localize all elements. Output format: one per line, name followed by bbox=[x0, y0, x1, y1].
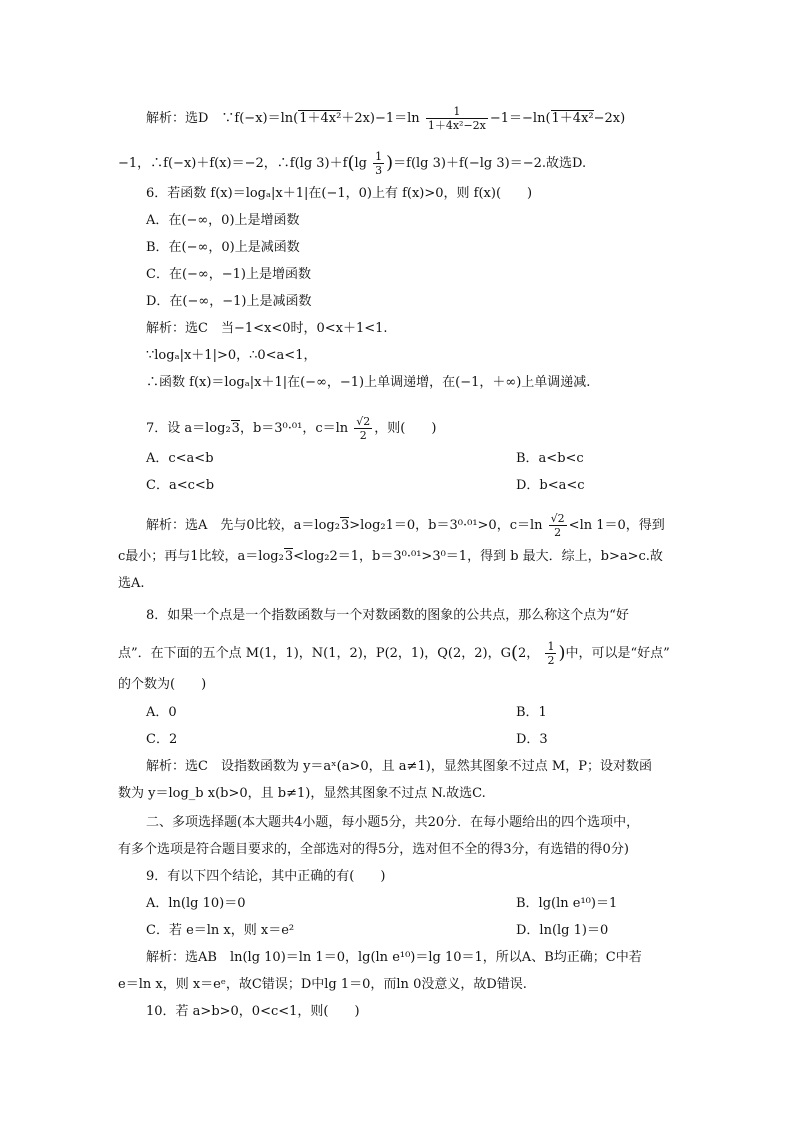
q8-option-d: D．3 bbox=[516, 732, 548, 747]
q6-analysis-2: ∵logₐ|x＋1|>0，∴0<a<1， bbox=[146, 348, 317, 363]
text: 点”．在下面的五个点 M(1，1)，N(1，2)，P(2，1)，Q(2，2)，G bbox=[118, 646, 511, 661]
q7-option-d: D．b<a<c bbox=[516, 478, 585, 493]
denominator: 2 bbox=[547, 654, 555, 667]
q8-option-b: B．1 bbox=[516, 705, 547, 720]
text: −1＝−ln( bbox=[489, 111, 551, 126]
q7-option-a: A．c<a<b bbox=[146, 451, 214, 466]
q7-analysis-2 bbox=[118, 548, 676, 566]
radical: 1＋4x² bbox=[299, 111, 342, 126]
q9-options-row-1 bbox=[146, 895, 676, 913]
q6-analysis-3: ∴函数 f(x)＝logₐ|x＋1|在(−∞，−1)上单调递增，在(−1，＋∞)上单调递减. bbox=[146, 375, 591, 390]
q7-analysis-1 bbox=[146, 512, 676, 539]
q10-stem: 10．若 a>b>0，0<c<1，则( ) bbox=[146, 1004, 360, 1019]
text: −2x) bbox=[593, 111, 626, 126]
fraction bbox=[545, 640, 556, 667]
q7-options-row-1 bbox=[146, 450, 676, 468]
numerator: √2 bbox=[356, 415, 371, 428]
q9-option-a: A．ln(lg 10)＝0 bbox=[146, 896, 246, 911]
fraction bbox=[354, 415, 372, 442]
q8-option-a: A．0 bbox=[146, 705, 177, 720]
q9-options-row-2 bbox=[146, 922, 676, 940]
text: <ln 1＝0，得到 bbox=[568, 518, 665, 533]
q8-analysis-2: 数为 y＝log_b x(b>0，且 b≠1)，显然其图象不过点 N.故选C. bbox=[118, 786, 486, 801]
denominator: 1＋4x²−2x bbox=[427, 119, 486, 132]
fraction bbox=[549, 512, 567, 539]
denominator: 3 bbox=[375, 164, 383, 177]
numerator: √2 bbox=[550, 512, 565, 525]
text: <log₂2＝1，b＝3⁰·⁰¹>3⁰＝1，得到 b 最大．综上，b>a>c.故 bbox=[293, 549, 663, 564]
q8-stem-2: 点”．在下面的五个点 M(1，1)，N(1，2)，P(2，1)，Q(2，2)，G(2， $\frac{1}{2}$ )中，可以是“好点” bbox=[118, 640, 670, 667]
text: ，则( ) bbox=[374, 421, 437, 436]
radical: 3 bbox=[340, 518, 350, 533]
q8-options-row-1 bbox=[146, 704, 676, 722]
q7-stem bbox=[146, 415, 676, 442]
q7-analysis-3: 选A. bbox=[118, 576, 145, 591]
q9-analysis-2: e＝ln x，则 x＝eᵉ，故C错误；D中lg 1＝0，而ln 0没意义，故D错误. bbox=[118, 977, 527, 992]
text: ＝f(lg 3)＋f(−lg 3)＝−2.故选D. bbox=[393, 156, 587, 171]
q9-option-d: D．ln(lg 1)＝0 bbox=[516, 923, 609, 938]
text: 7．设 a＝log₂ bbox=[146, 421, 231, 436]
q8-options-row-2 bbox=[146, 731, 676, 749]
q6-option-a: A．在(−∞，0)上是增函数 bbox=[146, 213, 300, 228]
q8-analysis-1: 解析：选C 设指数函数为 y＝aˣ(a>0，且 a≠1)，显然其图象不过点 M，P；设对数函 bbox=[146, 759, 652, 774]
numerator: 1 bbox=[375, 150, 383, 163]
section2-heading-2: 有多个选项是符合题目要求的，全部选对的得5分，选对但不全的得3分，有选错的得0分) bbox=[118, 842, 629, 857]
denominator: 2 bbox=[554, 526, 562, 539]
numerator: 1 bbox=[547, 640, 555, 653]
q8-stem-3: 的个数为( ) bbox=[118, 677, 207, 692]
text: −1，∴f(−x)＋f(x)＝−2，∴f(lg 3)＋f bbox=[118, 156, 348, 171]
text: >log₂1＝0，b＝3⁰·⁰¹>0，c＝ln bbox=[349, 518, 543, 533]
q9-option-b: B．lg(ln e¹⁰)＝1 bbox=[516, 896, 618, 911]
text: 解析：选D ∵f(−x)＝ln( bbox=[146, 111, 299, 126]
q8-stem-1: 8．如果一个点是一个指数函数与一个对数函数的图象的公共点，那么称这个点为“好 bbox=[146, 608, 629, 623]
q5-analysis-line-1 bbox=[146, 105, 676, 132]
radical: 3 bbox=[284, 549, 294, 564]
text: lg bbox=[354, 156, 367, 171]
q6-option-c: C．在(−∞，−1)上是增函数 bbox=[146, 267, 311, 282]
q7-options-row-2 bbox=[146, 477, 676, 495]
q6-option-b: B．在(−∞，0)上是减函数 bbox=[146, 240, 300, 255]
q7-option-b: B．a<b<c bbox=[516, 451, 584, 466]
q5-analysis-line-2: −1，∴f(−x)＋f(x)＝−2，∴f(lg 3)＋f(lg $\frac{1}{3}$ )＝f(lg 3)＋f(−lg 3)＝−2.故选D. bbox=[118, 150, 587, 177]
q6-option-d: D．在(−∞，−1)上是减函数 bbox=[146, 294, 312, 309]
numerator: 1 bbox=[426, 105, 488, 119]
text: 中，可以是“好点” bbox=[565, 646, 670, 661]
q6-analysis-1: 解析：选C 当−1<x<0时，0<x＋1<1. bbox=[146, 321, 388, 336]
q6-stem: 6．若函数 f(x)＝logₐ|x＋1|在(−1，0)上有 f(x)>0，则 f(x)( ) bbox=[146, 186, 533, 201]
text: c最小；再与1比较，a＝log₂ bbox=[118, 549, 284, 564]
text: ，b＝3⁰·⁰¹，c＝ln bbox=[239, 421, 349, 436]
q8-option-c: C．2 bbox=[146, 732, 178, 747]
q9-analysis-1: 解析：选AB ln(lg 10)＝ln 1＝0，lg(ln e¹⁰)＝lg 10＝1，所以A、B均正确；C中若 bbox=[146, 950, 642, 965]
denominator: 2 bbox=[359, 429, 367, 442]
text: ＋2x)−1＝ln bbox=[341, 111, 420, 126]
section2-heading-1: 二、多项选择题(本大题共4小题，每小题5分，共20分．在每小题给出的四个选项中， bbox=[146, 815, 640, 830]
q9-stem: 9．有以下四个结论，其中正确的有( ) bbox=[146, 869, 386, 884]
q9-option-c: C．若 e＝ln x，则 x＝e² bbox=[146, 923, 295, 938]
text: 2， bbox=[518, 646, 540, 661]
text: 解析：选A 先与0比较，a＝log₂ bbox=[146, 518, 340, 533]
radical: 3 bbox=[231, 421, 240, 436]
fraction bbox=[426, 105, 488, 132]
radical: 1＋4x² bbox=[551, 111, 594, 126]
fraction bbox=[373, 150, 384, 177]
q7-option-c: C．a<c<b bbox=[146, 478, 215, 493]
